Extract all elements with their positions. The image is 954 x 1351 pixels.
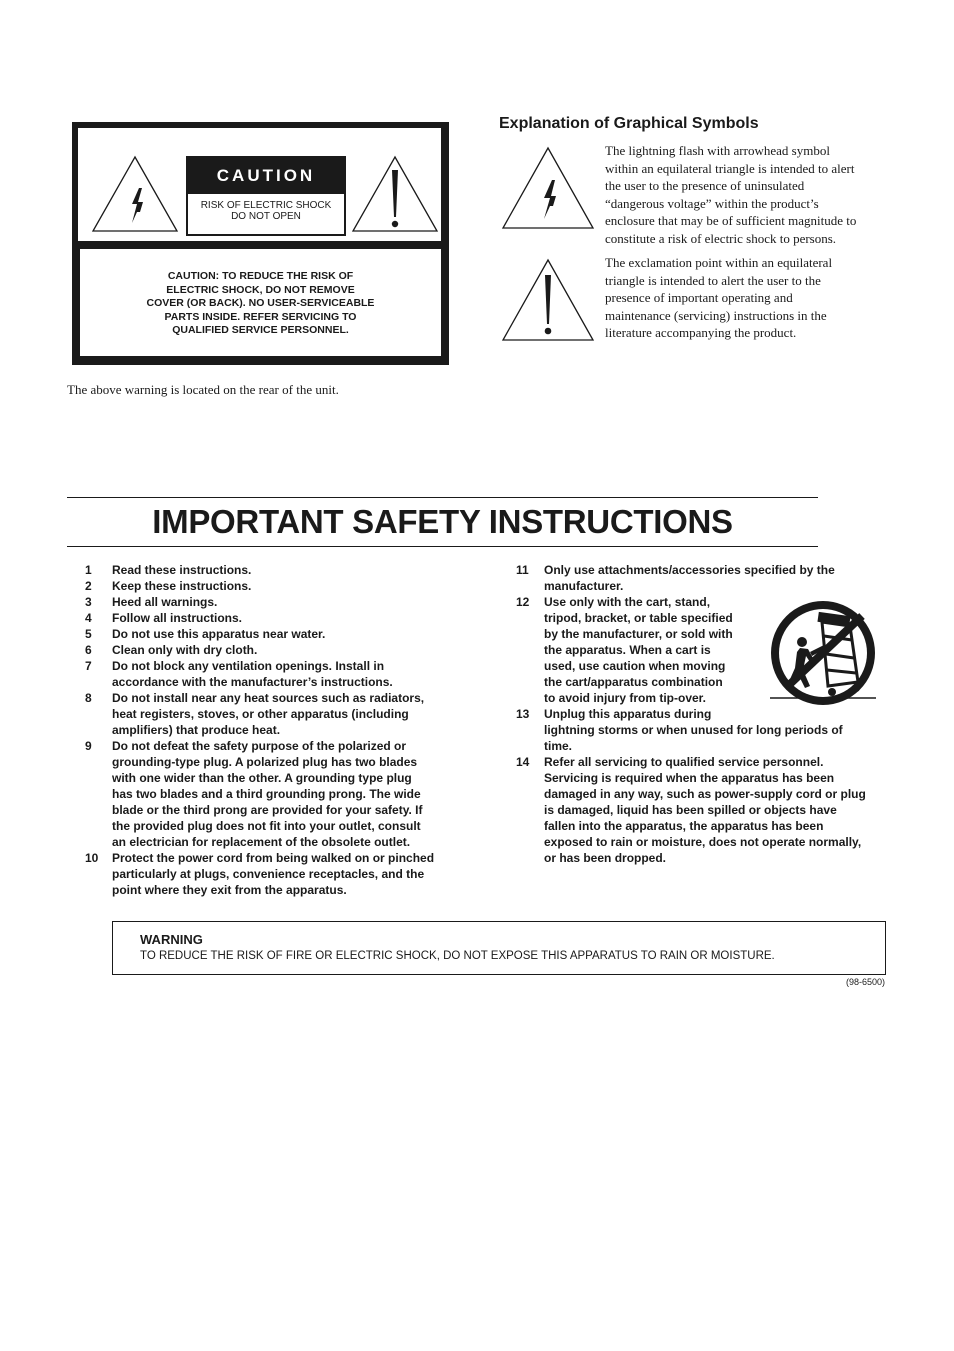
description-line: “dangerous voltage” within the product’s: [605, 195, 819, 211]
instruction-number: 12: [516, 595, 530, 609]
instruction-number: 5: [85, 627, 92, 641]
instruction-text-line: the apparatus. When a cart is: [544, 643, 711, 657]
instruction-number: 3: [85, 595, 92, 609]
instruction-text-line: Servicing is required when the apparatus has been: [544, 771, 835, 785]
instruction-text-line: an electrician for replacement of the obsolete outlet.: [112, 835, 411, 849]
instruction-text-line: Do not use this apparatus near water.: [112, 627, 326, 641]
warning-title: WARNING: [140, 932, 203, 947]
instruction-text-line: point where they exit from the apparatus.: [112, 883, 347, 897]
caution-label-top-panel: [78, 128, 441, 241]
instruction-number: 9: [85, 739, 92, 753]
caution-label-bottom-panel: [80, 249, 441, 356]
instruction-text-line: Follow all instructions.: [112, 611, 243, 625]
description-line: the user to the presence of uninsulated: [605, 178, 805, 193]
instruction-text-line: Keep these instructions.: [112, 579, 252, 593]
instruction-text-line: heat registers, stoves, or other apparatus (including: [112, 707, 409, 721]
description-line: The lightning flash with arrowhead symbol: [605, 143, 830, 158]
instruction-item: [85, 738, 455, 850]
instruction-text-line: tripod, bracket, or table specified: [544, 611, 733, 625]
description-line: maintenance (servicing) instructions in the: [605, 307, 827, 323]
instruction-text-line: or has been dropped.: [544, 851, 667, 865]
caution-label-caption: The above warning is located on the rear of the unit.: [67, 382, 339, 397]
caution-title: CAUTION: [188, 158, 344, 194]
instruction-text-line: Unplug this apparatus during: [544, 707, 712, 721]
instruction-item: [516, 706, 886, 754]
instruction-item: [85, 850, 455, 898]
instruction-item: [85, 626, 455, 642]
caution-warning-text: CAUTION: TO REDUCE THE RISK OF ELECTRIC SHOCK, DO NOT REMOVE COVER (OR BACK). NO USER-SERVICEABLE PARTS INSIDE. REFER SERVICING TO QUALIFIED SERVICE PERSONNEL.: [146, 270, 375, 336]
instruction-text-line: damaged in any way, such as power-supply cord or plug: [544, 787, 866, 801]
instruction-number: 14: [516, 755, 530, 769]
instruction-item: [85, 610, 455, 626]
exclamation-symbol-description: [605, 254, 887, 342]
instruction-text-line: fallen into the apparatus, the apparatus has been: [544, 819, 824, 833]
instructions-list-left: [85, 562, 455, 898]
instruction-number: 10: [85, 851, 99, 865]
instruction-text-line: accordance with the manufacturer’s instructions.: [112, 675, 393, 689]
warning-box: [112, 921, 886, 975]
instruction-text-line: used, use caution when moving: [544, 659, 726, 673]
description-line: presence of important operating and: [605, 290, 793, 305]
instruction-text-line: Refer all servicing to qualified service personnel.: [544, 755, 824, 769]
cart-tip-over-warning-icon: [770, 600, 876, 706]
instruction-text-line: by the manufacturer, or sold with: [544, 627, 733, 641]
instruction-text-line: the provided plug does not fit into your outlet, consult: [112, 819, 421, 833]
page-title: IMPORTANT SAFETY INSTRUCTIONS: [152, 503, 733, 540]
instruction-item: [85, 658, 455, 690]
instruction-text-line: blade or the third prong are provided for your safety. If: [112, 803, 423, 817]
instruction-number: 6: [85, 643, 92, 657]
instruction-text-line: Do not defeat the safety purpose of the polarized or: [112, 739, 407, 753]
instruction-text-line: Heed all warnings.: [112, 595, 218, 609]
instruction-number: 13: [516, 707, 530, 721]
instruction-text-line: has two blades and a third grounding prong. The wide: [112, 787, 421, 801]
instruction-item: [85, 562, 455, 578]
instruction-text-line: particularly at plugs, convenience receptacles, and the: [112, 867, 425, 881]
instruction-text-line: Do not install near any heat sources such as radiators,: [112, 691, 425, 705]
warning-text: TO REDUCE THE RISK OF FIRE OR ELECTRIC SHOCK, DO NOT EXPOSE THIS APPARATUS TO RAIN OR MOISTURE.: [140, 950, 775, 962]
description-line: within an equilateral triangle is intended to alert: [605, 160, 855, 176]
instruction-text-line: Clean only with dry cloth.: [112, 643, 258, 657]
instruction-item: [85, 594, 455, 610]
instruction-number: 2: [85, 579, 92, 593]
instruction-text-line: grounding-type plug. A polarized plug has two blades: [112, 755, 418, 769]
description-line: The exclamation point within an equilateral: [605, 255, 833, 270]
instruction-item: [516, 562, 886, 594]
lightning-triangle-icon: [90, 154, 180, 234]
instruction-text-line: the cart/apparatus combination: [544, 675, 723, 689]
title-rule-bottom: [67, 546, 818, 547]
instruction-text-line: is damaged, liquid has been spilled or objects have: [544, 803, 837, 817]
description-line: literature accompanying the product.: [605, 325, 797, 340]
exclamation-triangle-icon: [500, 257, 596, 343]
instruction-number: 4: [85, 611, 92, 625]
document-code: (98-6500): [845, 977, 885, 987]
description-line: enclosure that may be of sufficient magnitude to: [605, 213, 857, 228]
instruction-text-line: amplifiers) that produce heat.: [112, 723, 281, 737]
instruction-number: 11: [516, 563, 529, 577]
instruction-item: [85, 690, 455, 738]
caution-heading-box: [186, 156, 346, 236]
instruction-text-line: Use only with the cart, stand,: [544, 595, 711, 609]
instruction-text-line: with one wider than the other. A grounding type plug: [112, 771, 412, 785]
instruction-text-line: to avoid injury from tip-over.: [544, 691, 707, 705]
instruction-item: [516, 754, 886, 866]
lightning-symbol-description: [605, 142, 887, 247]
instruction-text-line: exposed to rain or moisture, does not operate normally,: [544, 835, 862, 849]
description-line: triangle is intended to alert the user to the: [605, 272, 821, 288]
title-rule-top: [67, 497, 818, 498]
instruction-item: [85, 642, 455, 658]
lightning-triangle-icon: [500, 145, 596, 231]
symbols-heading: Explanation of Graphical Symbols: [499, 115, 759, 132]
caution-subtitle: RISK OF ELECTRIC SHOCK DO NOT OPEN: [200, 200, 332, 222]
instruction-text-line: Protect the power cord from being walked on or pinched: [112, 851, 435, 865]
caution-label: [72, 122, 449, 365]
instruction-text-line: Do not block any ventilation openings. Install in: [112, 659, 385, 673]
instruction-number: 8: [85, 691, 92, 705]
description-line: constitute a risk of electric shock to persons.: [605, 230, 837, 246]
instruction-text-line: lightning storms or when unused for long periods of: [544, 723, 843, 737]
instruction-number: 1: [85, 563, 92, 577]
instruction-text-line: manufacturer.: [544, 579, 624, 593]
instruction-text-line: Read these instructions.: [112, 563, 252, 577]
exclamation-triangle-icon: [350, 154, 440, 234]
instruction-text-line: Only use attachments/accessories specified by the: [544, 563, 835, 577]
instruction-item: [85, 578, 455, 594]
instruction-text-line: time.: [544, 739, 573, 753]
instruction-number: 7: [85, 659, 92, 673]
